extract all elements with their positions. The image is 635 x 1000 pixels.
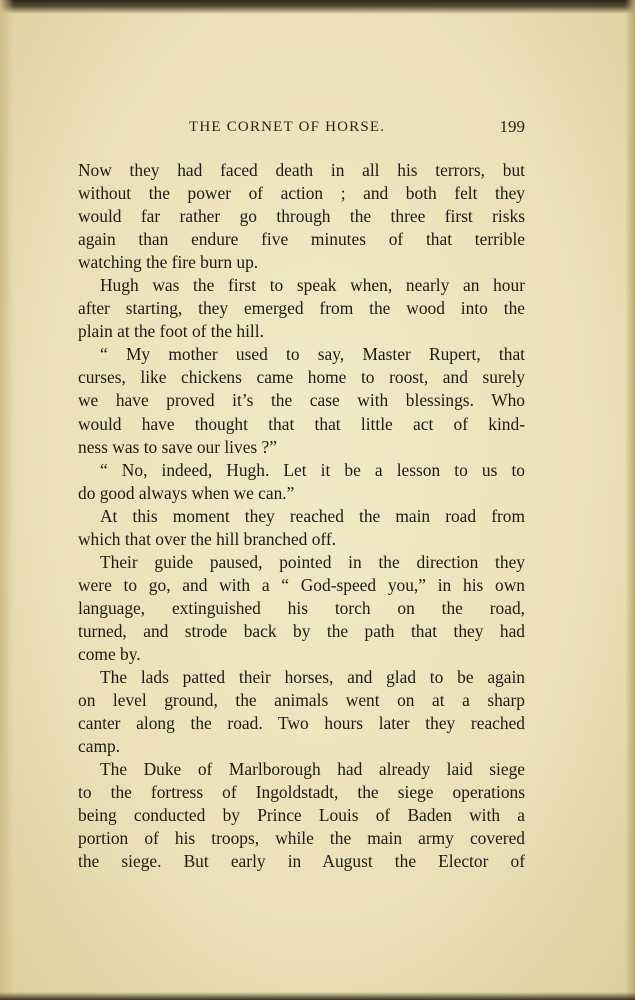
text-line: again than endure five minutes of that terrible [78,229,525,250]
text-line: curses, like chickens came home to roost, and surely [78,367,525,388]
text-line: camp. [78,736,121,757]
text-line: “ My mother used to say, Master Rupert, that [100,344,525,365]
text-line: plain at the foot of the hill. [78,321,264,342]
text-line: turned, and strode back by the path that they had [78,620,525,641]
text-line: Their guide paused, pointed in the direction they [100,551,525,572]
text-line: “ No, indeed, Hugh. Let it be a lesson to us to [100,459,525,480]
body-text [78,159,525,873]
text-line: after starting, they emerged from the wood into the [78,298,525,319]
page-header [78,119,525,139]
page-top-edge-shadow [0,0,635,14]
text-line: The lads patted their horses, and glad to be again [100,667,525,688]
running-head: THE CORNET OF HORSE. [189,119,386,135]
text-line: would far rather go through the three first risks [78,206,525,227]
text-line: do good always when we can.” [78,482,295,503]
page-left-edge [0,0,14,1000]
text-line: come by. [78,643,141,664]
text-line: would have thought that that little act of kind- [78,413,525,434]
text-line: which that over the hill branched off. [78,528,337,549]
text-line: we have proved it’s the case with blessings. Who [78,390,525,411]
text-line: canter along the road. Two hours later they reached [78,713,525,734]
text-line: being conducted by Prince Louis of Baden with a [78,805,525,826]
text-line: At this moment they reached the main road from [100,505,525,526]
text-line: ness was to save our lives ?” [78,436,277,457]
page-number: 199 [499,117,525,136]
text-line: were to go, and with a “ God-speed you,” in his own [78,574,525,595]
page-bottom-edge-shadow [0,992,635,1000]
text-line: Hugh was the first to speak when, nearly an hour [100,275,525,296]
text-line: Now they had faced death in all his terrors, but [78,160,525,180]
text-line: language, extinguished his torch on the road, [78,597,525,618]
text-line: watching the fire burn up. [78,252,259,273]
text-line: on level ground, the animals went on at a sharp [78,690,525,711]
text-line: The Duke of Marlborough had already laid siege [100,759,525,780]
text-line: without the power of action ; and both felt they [78,183,525,204]
text-line: to the fortress of Ingoldstadt, the siege operations [78,782,525,803]
page-right-edge [625,0,635,1000]
text-line: portion of his troops, while the main army covered [78,828,525,849]
text-line: the siege. But early in August the Elector of [78,851,525,872]
